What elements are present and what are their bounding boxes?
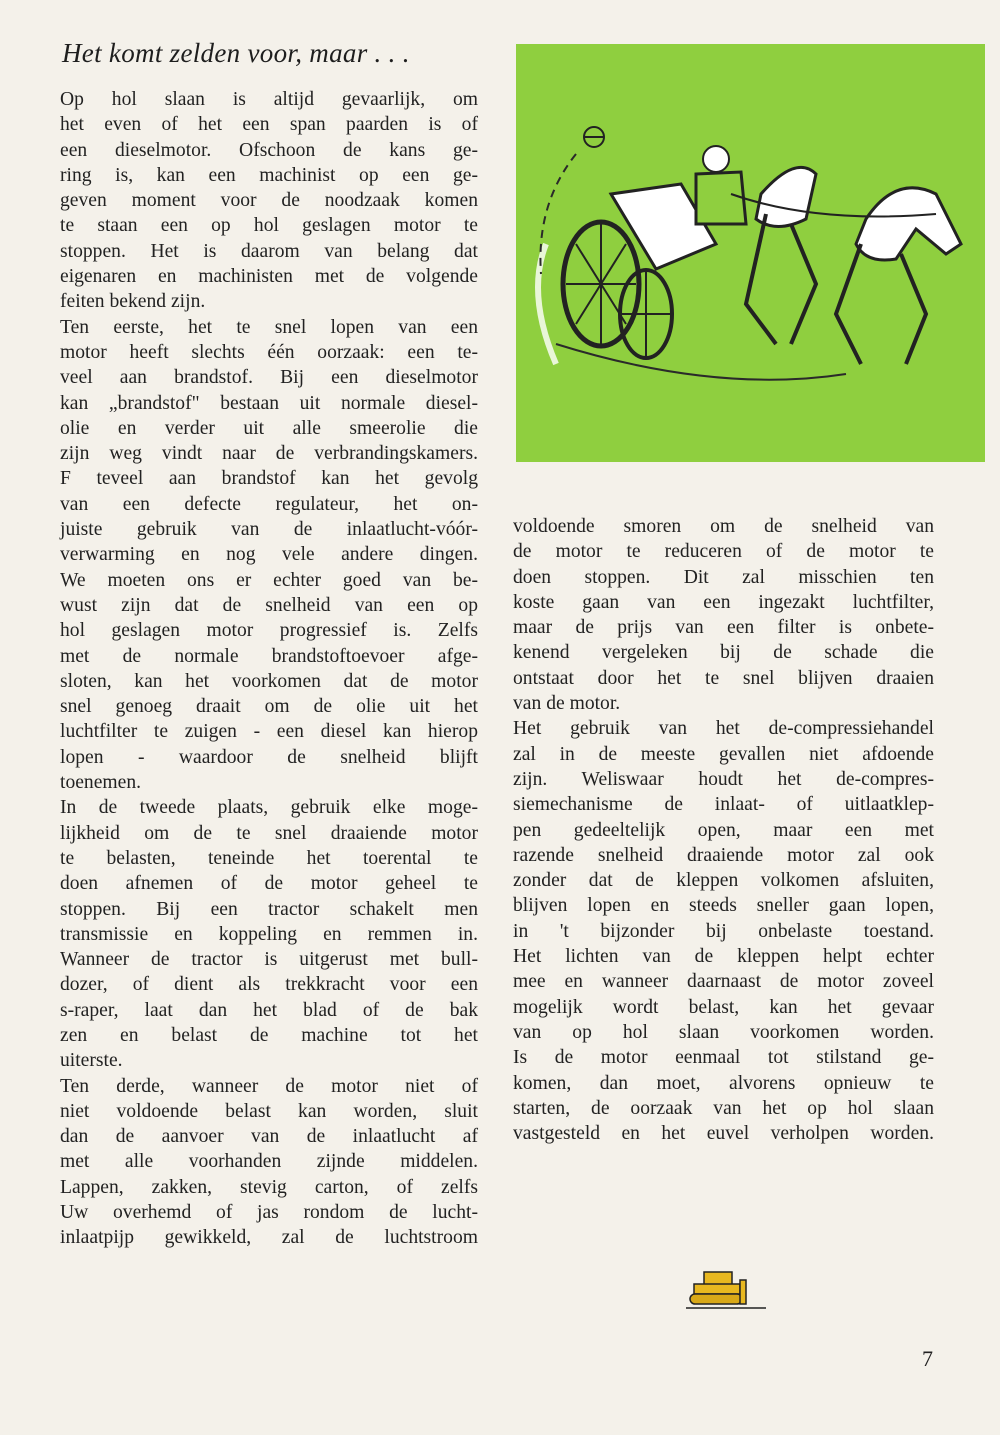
text-line: verwarming en nog vele andere dingen. [60, 544, 478, 566]
text-line: van een defecte regulateur, het on- [60, 493, 478, 515]
text-line: motor heeft slechts één oorzaak: een te- [60, 341, 478, 363]
text-line: van de motor. [513, 693, 621, 715]
text-line: In de tweede plaats, gebruik elke moge- [60, 797, 478, 819]
text-line: Is de motor eenmaal tot stilstand ge- [513, 1047, 934, 1069]
text-line: luchtfilter te zuigen - een diesel kan hierop [60, 721, 478, 743]
text-line: olie en verder uit alle smeerolie die [60, 417, 478, 439]
text-line: wust zijn dat de snelheid van een op [60, 594, 478, 616]
illustration-runaway-carriage [516, 44, 985, 462]
text-line: starten, de oorzaak van het op hol slaan [513, 1097, 934, 1119]
text-line: kan „brandstof" bestaan uit normale diesel- [60, 392, 478, 414]
right-column [513, 514, 934, 1146]
text-line: zal in de meeste gevallen niet afdoende [513, 743, 934, 765]
text-line: toenemen. [60, 772, 142, 794]
text-line: Uw overhemd of jas rondom de lucht- [60, 1202, 478, 1224]
text-line: lijkheid om de te snel draaiende motor [60, 822, 478, 844]
text-line: Ten eerste, het te snel lopen van een [60, 316, 478, 338]
text-line: snel genoeg draait om de olie uit het [60, 696, 478, 718]
page-number: 7 [922, 1346, 933, 1371]
text-line: Het lichten van de kleppen helpt echter [513, 946, 934, 968]
text-line: transmissie en koppeling en remmen in. [60, 923, 478, 945]
text-line: zen en belast de machine tot het [60, 1024, 478, 1046]
text-line: zonder dat de kleppen volkomen afsluiten, [513, 870, 934, 892]
text-line: niet voldoende belast kan worden, sluit [60, 1100, 478, 1122]
text-line: vastgesteld en het euvel verholpen worden. [513, 1123, 934, 1145]
text-line: dozer, of dient als trekkracht voor een [60, 974, 478, 996]
text-line: s-raper, laat dan het blad of de bak [60, 999, 478, 1021]
text-line: ring is, kan een machinist op een ge- [60, 164, 478, 186]
text-line: kenend vergeleken bij de schade die [513, 642, 934, 664]
text-line: razende snelheid draaiende motor zal ook [513, 844, 934, 866]
text-line: zijn. Weliswaar houdt het de-compres- [513, 768, 934, 790]
text-line: stoppen. Het is daarom van belang dat [60, 240, 478, 262]
text-line: de motor te reduceren of de motor te [513, 541, 934, 563]
text-line: ontstaat door het te snel blijven draaien [513, 667, 934, 689]
text-line: doen afnemen of de motor geheel te [60, 873, 478, 895]
text-line: uiterste. [60, 1050, 123, 1072]
text-line: stoppen. Bij een tractor schakelt men [60, 898, 478, 920]
text-line: doen stoppen. Dit zal misschien ten [513, 566, 934, 588]
text-line: mee en wanneer daarnaast de motor zoveel [513, 971, 934, 993]
text-line: een dieselmotor. Ofschoon de kans ge- [60, 139, 478, 161]
page-title: Het komt zelden voor, maar . . . [62, 38, 410, 68]
text-line: juiste gebruik van de inlaatlucht-vóór- [60, 519, 478, 541]
text-line: Ten derde, wanneer de motor niet of [60, 1075, 478, 1097]
text-line: van op hol slaan voorkomen worden. [513, 1021, 934, 1043]
text-line: hol geslagen motor progressief is. Zelfs [60, 620, 478, 642]
text-line: Het gebruik van het de-compressiehandel [513, 718, 934, 740]
text-line: te staan een op hol geslagen motor te [60, 215, 478, 237]
text-line: zijn weg vindt naar de verbrandingskamers. [60, 443, 478, 465]
text-line: te belasten, teneinde het toerental te [60, 847, 478, 869]
text-line: voldoende smoren om de snelheid van [513, 516, 934, 537]
text-line: koste gaan van een ingezakt luchtfilter, [513, 591, 934, 613]
text-line: Wanneer de tractor is uitgerust met bull- [60, 949, 478, 971]
text-line: met de normale brandstoftoevoer afge- [60, 645, 478, 667]
text-line: met alle voorhanden zijnde middelen. [60, 1151, 478, 1173]
text-line: feiten bekend zijn. [60, 291, 206, 313]
text-line: sloten, kan het voorkomen dat de motor [60, 670, 478, 692]
text-line: siemechanisme de inlaat- of uitlaatklep- [513, 794, 934, 816]
text-line: Op hol slaan is altijd gevaarlijk, om [60, 89, 478, 110]
text-line: mogelijk wordt belast, kan het gevaar [513, 996, 934, 1018]
text-line: maar de prijs van een filter is onbete- [513, 617, 934, 639]
text-line: het even of het een span paarden is of [60, 114, 478, 136]
text-line: veel aan brandstof. Bij een dieselmotor [60, 367, 478, 389]
text-line: komen, dan moet, alvorens opnieuw te [513, 1072, 934, 1094]
text-line: F teveel aan brandstof kan het gevolg [60, 468, 478, 490]
text-line: lopen - waardoor de snelheid blijft [60, 746, 478, 768]
bulldozer-icon [686, 1268, 766, 1312]
text-line: pen gedeeltelijk open, maar een met [513, 819, 934, 841]
text-line: blijven lopen en steeds sneller gaan lopen, [513, 895, 934, 917]
text-line: inlaatpijp gewikkeld, zal de luchtstroom [60, 1227, 478, 1249]
text-line: Lappen, zakken, stevig carton, of zelfs [60, 1176, 478, 1198]
text-line: dan de aanvoer van de inlaatlucht af [60, 1126, 478, 1148]
left-column [60, 87, 478, 1251]
text-line: in 't bijzonder bij onbelaste toestand. [513, 920, 934, 942]
text-line: eigenaren en machinisten met de volgende [60, 266, 478, 288]
text-line: geven moment voor de noodzaak komen [60, 190, 478, 212]
text-line: We moeten ons er echter goed van be- [60, 569, 478, 591]
